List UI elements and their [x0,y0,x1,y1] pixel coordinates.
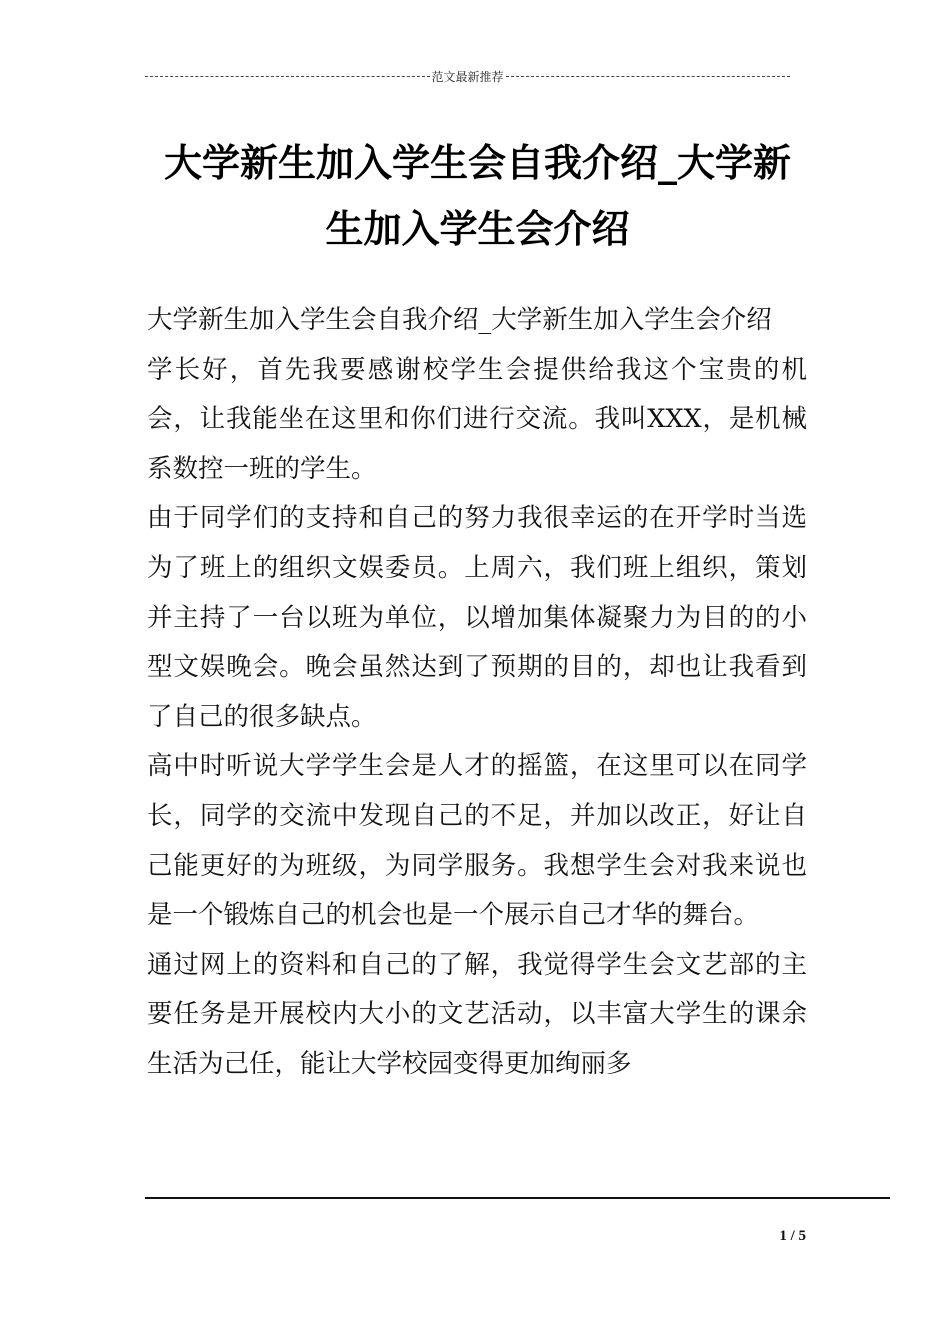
page-header [145,66,790,86]
paragraph: 通过网上的资料和自己的了解，我觉得学生会文艺部的主要任务是开展校内大小的文艺活动，以丰富大学生的课余生活为己任，能让大学校园变得更加绚丽多 [147,949,807,1079]
footer-rule [145,1197,890,1199]
header-dashed-rule-left [145,76,430,77]
paragraph: 高中时听说大学学生会是人才的摇篮，在这里可以在同学长，同学的交流中发现自己的不足，并加以改正，好让自己能更好的为班级，为同学服务。我想学生会对我来说也是一个锻炼自己的机会也是一个展示自己才华的舞台。 [147,751,807,931]
document-title: 大学新生加入学生会自我介绍_大学新生加入学生会介绍 [163,141,791,251]
paragraph: 学长好，首先我要感谢校学生会提供给我这个宝贵的机会，让我能坐在这里和你们进行交流。我叫XXX，是机械系数控一班的学生。 [147,354,807,484]
paragraph: 由于同学们的支持和自己的努力我很幸运的在开学时当选为了班上的组织文娱委员。上周六，我们班上组织，策划并主持了一台以班为单位，以增加集体凝聚力为目的的小型文娱晚会。晚会虽然达到了预期的目的，却也让我看到了自己的很多缺点。 [147,503,807,732]
header-dashed-rule-right [506,76,791,77]
page-number: 1 / 5 [779,1228,806,1244]
paragraph: 大学新生加入学生会自我介绍_大学新生加入学生会介绍 [147,305,772,335]
document-body [147,296,807,1090]
header-label: 范文最新推荐 [431,69,504,84]
